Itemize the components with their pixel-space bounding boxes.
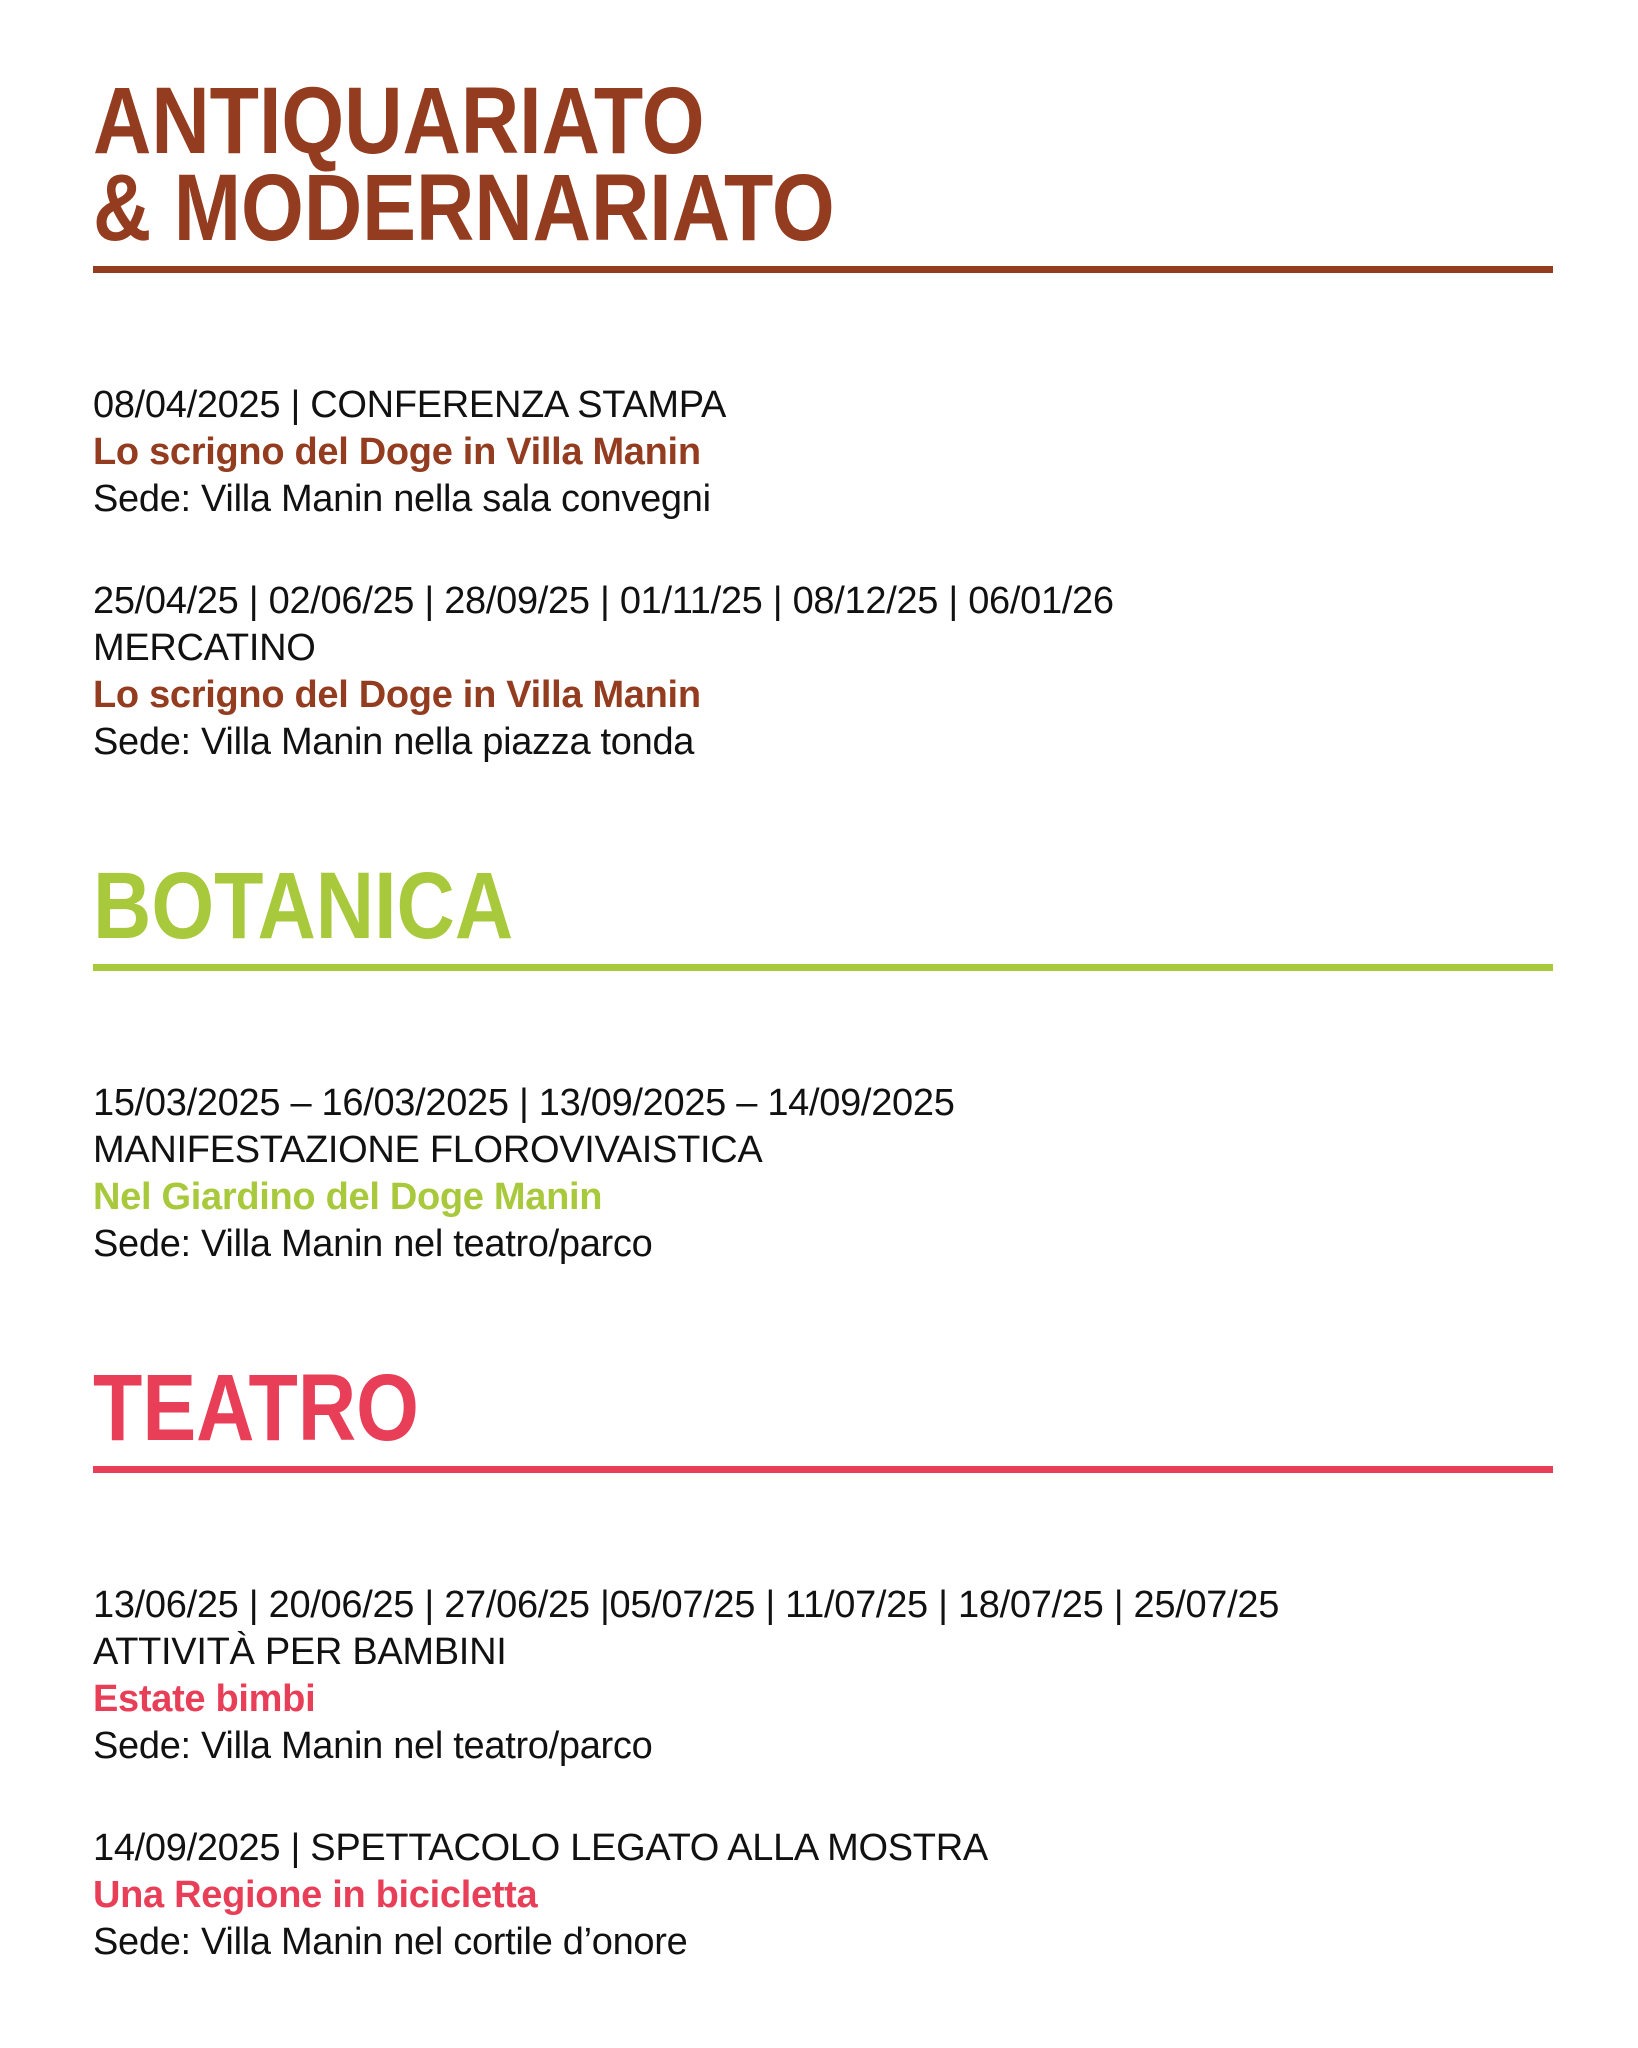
event-category: MERCATINO (93, 627, 316, 669)
section-divider-teatro (93, 1466, 1553, 1473)
section-title-teatro (93, 1355, 1334, 1461)
event-title: Estate bimbi (93, 1678, 316, 1720)
event-category: MANIFESTAZIONE FLOROVIVAISTICA (93, 1129, 763, 1171)
section-divider-antiquariato (93, 266, 1553, 273)
event-dates: 14/09/2025 | SPETTACOLO LEGATO ALLA MOSTRA (93, 1827, 988, 1869)
section-title-antiquariato (93, 68, 1334, 261)
section-title-line-1: TEATRO (93, 1355, 419, 1461)
event-venue: Sede: Villa Manin nella piazza tonda (93, 721, 695, 763)
section-antiquariato-modernariato (93, 68, 1553, 766)
event-dates: 13/06/25 | 20/06/25 | 27/06/25 |05/07/25 | 11/07/25 | 18/07/25 | 25/07/25 (93, 1584, 1280, 1626)
section-botanica (93, 853, 1553, 1268)
event-dates: 15/03/2025 – 16/03/2025 | 13/09/2025 – 14/09/2025 (93, 1082, 955, 1124)
event-dates: 08/04/2025 | CONFERENZA STAMPA (93, 384, 727, 426)
event-venue: Sede: Villa Manin nel teatro/parco (93, 1725, 653, 1767)
event-dates: 25/04/25 | 02/06/25 | 28/09/25 | 01/11/25 | 08/12/25 | 06/01/26 (93, 580, 1114, 622)
section-teatro (93, 1355, 1553, 1966)
event-venue: Sede: Villa Manin nel teatro/parco (93, 1223, 653, 1265)
event-conferenza-stampa (93, 382, 1553, 523)
event-venue: Sede: Villa Manin nel cortile d’onore (93, 1921, 688, 1963)
event-mercatino (93, 578, 1553, 766)
event-title: Nel Giardino del Doge Manin (93, 1176, 603, 1218)
event-category: ATTIVITÀ PER BAMBINI (93, 1631, 507, 1673)
event-title: Lo scrigno del Doge in Villa Manin (93, 431, 701, 473)
event-una-regione-in-bicicletta (93, 1825, 1553, 1966)
section-title-botanica (93, 853, 1334, 959)
section-title-line-2: & MODERNARIATO (93, 155, 835, 261)
section-title-line-1: BOTANICA (93, 853, 514, 959)
event-manifestazione-florovivaistica (93, 1080, 1553, 1268)
event-venue: Sede: Villa Manin nella sala convegni (93, 478, 711, 520)
event-title: Lo scrigno del Doge in Villa Manin (93, 674, 701, 716)
section-divider-botanica (93, 964, 1553, 971)
section-title-line-1: ANTIQUARIATO (93, 68, 705, 174)
event-estate-bimbi (93, 1582, 1553, 1770)
event-title: Una Regione in bicicletta (93, 1874, 538, 1916)
